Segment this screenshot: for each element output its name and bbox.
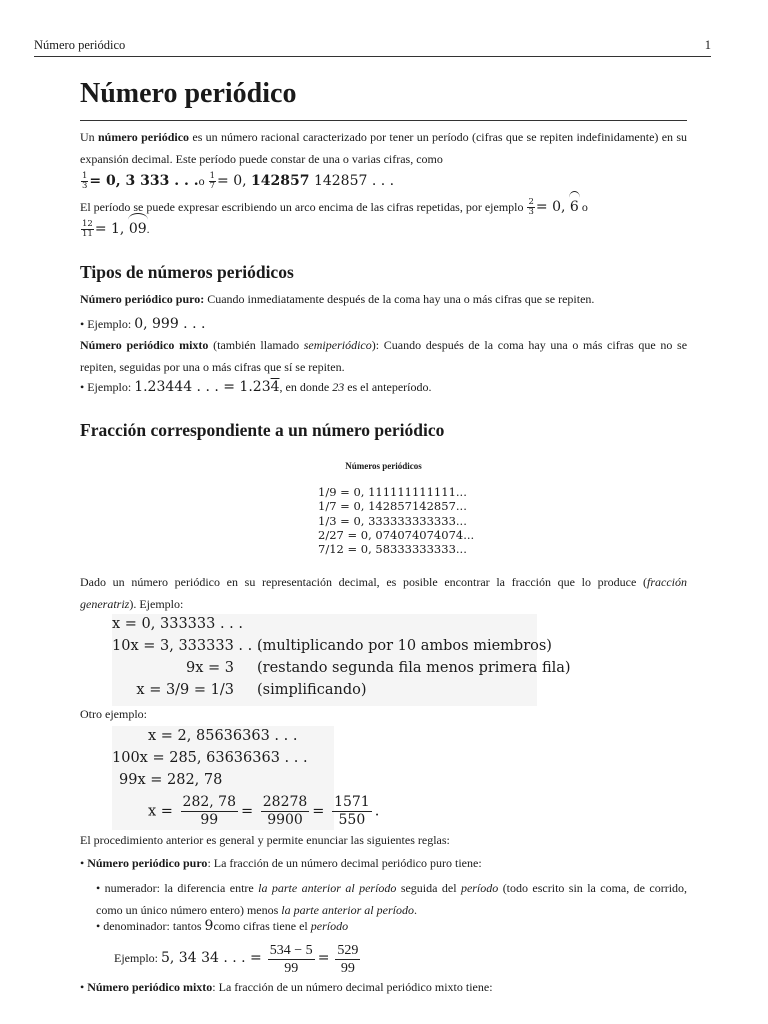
- example-math-main: 1.23444 . . . = 1.23: [134, 379, 271, 395]
- arc-text: El período se puede expresar escribiendo un arco encima de las cifras repetidas, por ejemplo: [80, 200, 524, 214]
- fraction: [332, 794, 372, 829]
- puro-text: Cuando inmediatamente después de la coma hay una o más cifras que se repiten.: [207, 292, 595, 306]
- running-header: [34, 38, 711, 53]
- intro-paragraph: [80, 126, 687, 192]
- equation-note: (simplificando): [257, 682, 367, 698]
- mixto-text: ): Cuando después de la coma hay una o más cifras que no se repiten, seguidas por una o más cifras que sí se repiten.: [80, 338, 688, 374]
- page-title: Número periódico: [80, 78, 297, 109]
- dado-text: Dado un número periódico en su representación decimal, es posible encontrar la fracción que lo produce (: [80, 575, 647, 589]
- table-row: 1/9 = 0, 111111111111...: [318, 485, 467, 499]
- puro-label: Número periódico puro:: [80, 292, 205, 306]
- arc-paragraph: [80, 196, 687, 240]
- text: seguida del: [400, 881, 457, 895]
- rule-example: Ejemplo: 5, 34 34 . . . = $\frac{534 - 5}{99}$ = $\frac{529}{99}$: [114, 942, 359, 976]
- example-math: [134, 379, 279, 395]
- equation-text: x = 2, 85636363 . . .: [148, 728, 298, 744]
- text: .: [413, 903, 417, 917]
- fraction-numerator: 12: [82, 218, 93, 229]
- equation-note: (multiplicando por 10 ambos miembros): [257, 638, 552, 654]
- equation-row: x = $\frac{282, 78}{99}$ = $\frac{28278}{9900}$ = $\frac{1571}{550}$ .: [148, 794, 380, 828]
- equation-block-1: [112, 614, 571, 706]
- fraction-numerator: 282, 78: [182, 794, 236, 810]
- math-nine: 9: [204, 918, 214, 934]
- mixto-example: • Ejemplo: 1.23444 . . . = 1.234, en donde 23 es el anteperíodo.: [80, 379, 432, 395]
- example-value: = 0, 3 333 . . .: [89, 173, 199, 189]
- title-rule: [80, 120, 687, 121]
- mixto-definition: [80, 334, 687, 378]
- fraction-denominator: 99: [284, 960, 299, 976]
- period-mark: .: [146, 222, 150, 236]
- puro-definition: [80, 288, 687, 310]
- period-digits: 142857: [251, 173, 310, 189]
- overlined-digit: 4: [270, 379, 280, 395]
- equation-block-2: [112, 726, 380, 830]
- example-tail: 142857 . . .: [313, 173, 395, 189]
- table-row: 2/27 = 0, 074074074074...: [318, 527, 475, 542]
- equals-text: = 0,: [217, 173, 247, 189]
- rule-mixto-label: Número periódico mixto: [87, 980, 213, 994]
- table-caption: Números periódicos: [345, 461, 422, 471]
- arc-digits: 09: [129, 218, 147, 240]
- mixto-italic: semiperiódico: [303, 338, 372, 352]
- table-row: 1/7 = 0, 142857142857...: [318, 499, 467, 514]
- example-math: 0, 999 . . .: [134, 316, 206, 332]
- mixto-paren: (también llamado: [213, 338, 300, 352]
- mixto-ex-after: , en donde: [279, 380, 330, 394]
- intro-example-2: [208, 170, 395, 191]
- fraction-numerator: 28278: [262, 794, 308, 810]
- dado-text-2: ). Ejemplo:: [129, 597, 184, 611]
- intro-text: es un número racional caracterizado por tener un período (cifras que se repiten indefinidamente) en su expansión decimal. Este período puede constar de una o varias cifras, como: [80, 130, 688, 166]
- text: numerador: la diferencia entre: [104, 881, 254, 895]
- fraction: [261, 794, 310, 829]
- rule-mixto-text: : La fracción de un número decimal periódico mixto tiene:: [212, 980, 493, 994]
- italic-text: período: [460, 881, 499, 895]
- header-rule: [34, 56, 711, 57]
- rule-denominador: • denominador: tantos 9como cifras tiene el período: [96, 918, 349, 934]
- intro-word: Un: [80, 130, 95, 144]
- equals-text: = 1,: [94, 221, 125, 237]
- fraction-numerator: 534 − 5: [269, 942, 313, 958]
- puro-example: • Ejemplo: 0, 999 . . .: [80, 316, 206, 332]
- table-row: 7/12 = 0, 58333333333...: [318, 542, 467, 557]
- or-word: o: [581, 200, 588, 214]
- italic-text: período: [310, 919, 349, 933]
- fraction: [81, 220, 94, 239]
- running-title: Número periódico: [34, 38, 126, 52]
- period-mark: .: [374, 803, 380, 820]
- italic-text: la parte anterior al período: [258, 881, 397, 895]
- dado-paragraph: [80, 571, 687, 615]
- fraccion-generatriz: fracción generatriz: [80, 575, 687, 611]
- equals-text: = 0,: [535, 199, 566, 215]
- example-label: Ejemplo:: [87, 317, 132, 331]
- example-label: Ejemplo:: [87, 380, 132, 394]
- equation-lhs: x = 3/9 = 1/3: [136, 682, 234, 698]
- arc-example-1: [526, 196, 579, 217]
- fraction: [181, 794, 238, 829]
- section-heading-fraccion: Fracción correspondiente a un número periódico: [80, 420, 445, 440]
- equation-lhs: x = 0, 333333 . . .: [112, 616, 243, 632]
- otro-ejemplo: Otro ejemplo:: [80, 707, 147, 721]
- fraction-denominator: 9900: [267, 812, 303, 828]
- section-heading-tipos: Tipos de números periódicos: [80, 262, 294, 282]
- fraction-numerator: 2: [528, 196, 534, 207]
- periodic-table: [318, 485, 474, 556]
- intro-example-1: [80, 170, 199, 191]
- fraction-numerator: 529: [337, 942, 359, 958]
- rule-puro-text: : La fracción de un número decimal periódico puro tiene:: [207, 856, 482, 870]
- rule-puro-label: Número periódico puro: [87, 856, 208, 870]
- rule-mixto: • Número periódico mixto: La fracción de un número decimal periódico mixto tiene:: [80, 980, 493, 994]
- fraction-numerator: 1: [82, 170, 88, 181]
- fraction: [335, 942, 360, 977]
- page-number: 1: [704, 38, 711, 52]
- fraction: [527, 198, 534, 217]
- equation-note: (restando segunda fila menos primera fila): [257, 660, 571, 676]
- anteperiodo-value: 23: [332, 380, 345, 394]
- arc-digits: 6: [570, 196, 579, 218]
- mixto-label: Número periódico mixto: [80, 338, 209, 352]
- equation-lhs: 10x = 3, 333333 . . .: [112, 638, 262, 654]
- intro-term: número periódico: [97, 130, 190, 144]
- fraction-denominator: 99: [200, 812, 219, 828]
- equation-lhs: x =: [148, 803, 173, 820]
- fraction-denominator: 7: [209, 180, 216, 191]
- fraction-denominator: 3: [82, 180, 88, 191]
- fraction-denominator: 11: [82, 228, 93, 239]
- arc-example-2: [80, 218, 147, 239]
- example-lhs: 5, 34 34 . . . =: [161, 950, 262, 966]
- fraction-denominator: 99: [340, 960, 355, 976]
- table-row: 1/3 = 0, 333333333333...: [318, 513, 467, 528]
- mixto-ex-tail: es el anteperíodo.: [347, 380, 432, 394]
- rule-puro: • Número periódico puro: La fracción de un número decimal periódico puro tiene:: [80, 856, 482, 870]
- text: denominador: tantos: [103, 919, 202, 933]
- example-label: Ejemplo:: [114, 951, 158, 965]
- fraction-numerator: 1571: [334, 794, 370, 810]
- equation-lhs: 9x = 3: [186, 660, 234, 676]
- fraction-denominator: 3: [528, 206, 534, 217]
- text: como cifras tiene el: [213, 919, 308, 933]
- fraction: [81, 172, 88, 191]
- equation-text: 100x = 285, 63636363 . . .: [112, 750, 308, 766]
- equation-text: 99x = 282, 78: [119, 772, 223, 788]
- procedimiento-paragraph: El procedimiento anterior es general y permite enunciar las siguientes reglas:: [80, 833, 450, 847]
- or-word: o: [198, 174, 205, 188]
- fraction-denominator: 550: [338, 812, 366, 828]
- italic-text: la parte anterior al período: [281, 903, 414, 917]
- fraction-numerator: 1: [209, 170, 216, 181]
- text: (todo escrito sin la coma, de corrido, como un único número entero) menos: [96, 881, 688, 917]
- fraction: [209, 172, 216, 191]
- fraction: [268, 942, 315, 977]
- rule-numerador: • numerador: la diferencia entre la parte anterior al período seguida del período (todo escrito sin la coma, de corrido, como un único número entero) menos la parte anterior al período.: [96, 881, 688, 917]
